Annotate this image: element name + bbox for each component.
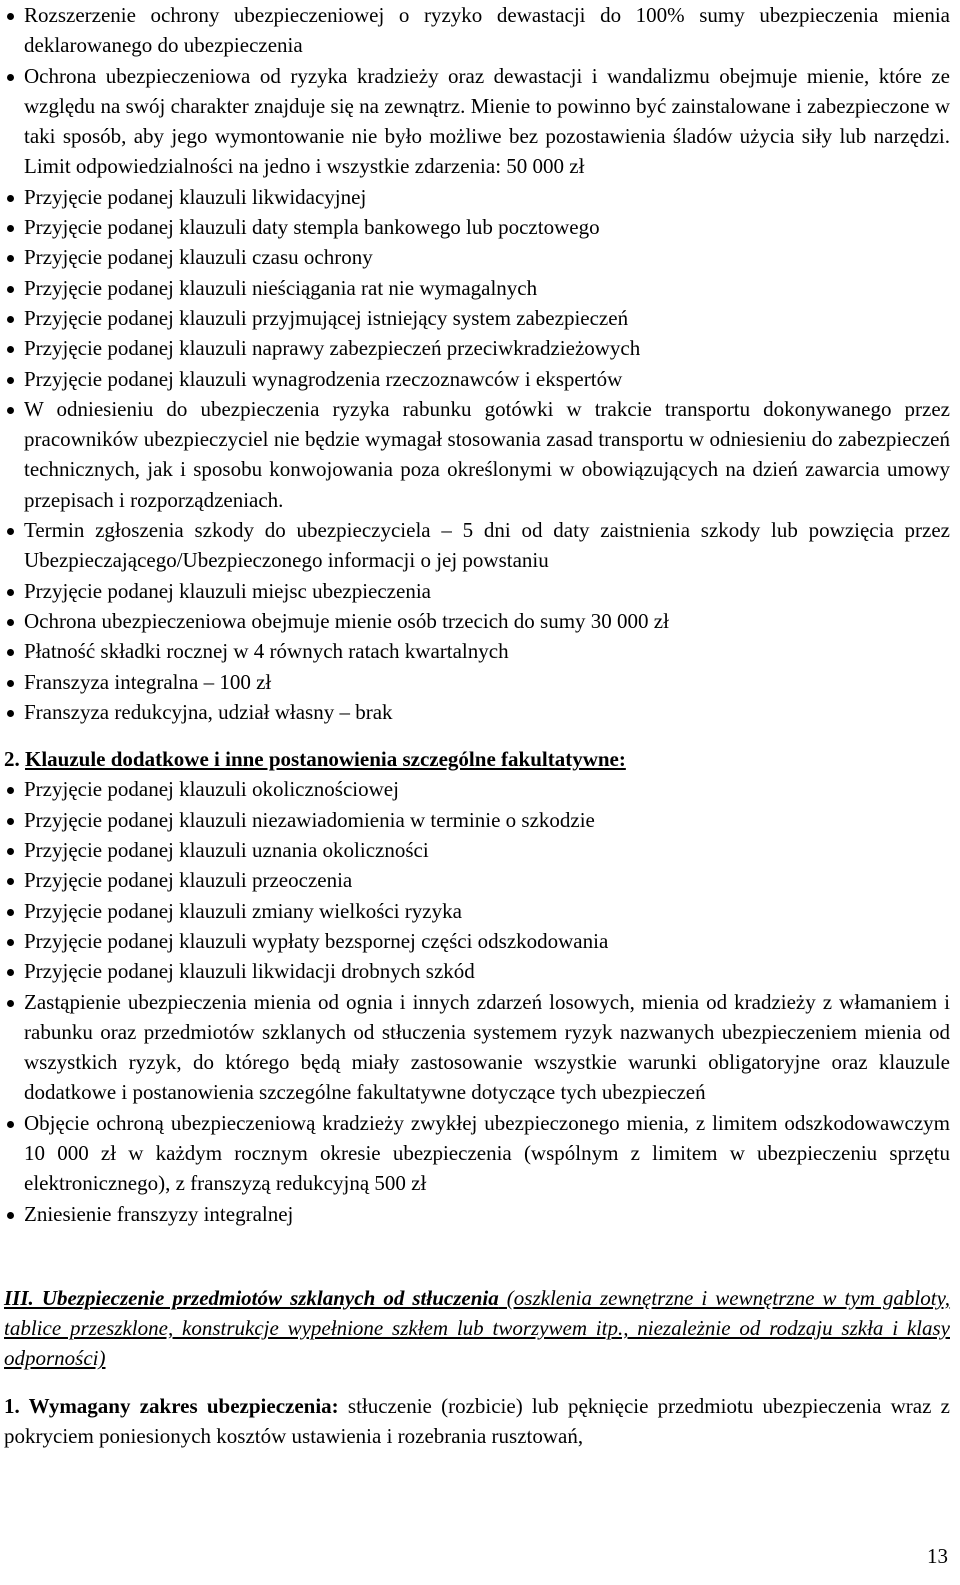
list-item: Rozszerzenie ochrony ubezpieczeniowej o ryzyko dewastacji do 100% sumy ubezpieczenia mienia deklarowanego do ubezpieczenia: [4, 0, 950, 61]
list-item: Przyjęcie podanej klauzuli niezawiadomienia w terminie o szkodzie: [4, 805, 950, 835]
list-item: Przyjęcie podanej klauzuli likwidacyjnej: [4, 182, 950, 212]
document-page: [4, 0, 950, 1451]
list-item: Ochrona ubezpieczeniowa od ryzyka kradzieży oraz dewastacji i wandalizmu obejmuje mienie, które ze względu na swój charakter znajduje się na zewnątrz. Mienie to powinno być zainstalowane i zabezpieczone w taki sposób, aby jego wymontowanie nie było możliwe bez pozostawienia śladów użycia siły lub narzędzi. Limit odpowiedzialności na jedno i wszystkie zdarzenia: 50 000 zł: [4, 61, 950, 182]
list-item: Przyjęcie podanej klauzuli daty stempla bankowego lub pocztowego: [4, 212, 950, 242]
list-item: Przyjęcie podanej klauzuli przeoczenia: [4, 865, 950, 895]
section-3-title: III. Ubezpieczenie przedmiotów szklanych od stłuczenia: [4, 1285, 499, 1310]
list-item: Przyjęcie podanej klauzuli miejsc ubezpieczenia: [4, 576, 950, 606]
list-item: Przyjęcie podanej klauzuli uznania okoliczności: [4, 835, 950, 865]
list-item: Przyjęcie podanej klauzuli czasu ochrony: [4, 242, 950, 272]
section-2-number: 2.: [4, 747, 20, 772]
list-item: Przyjęcie podanej klauzuli wypłaty bezspornej części odszkodowania: [4, 926, 950, 956]
scope-label: 1. Wymagany zakres ubezpieczenia:: [4, 1393, 339, 1418]
list-item: Objęcie ochroną ubezpieczeniową kradzieży zwykłej ubezpieczonego mienia, z limitem odszkodowawczym 10 000 zł w każdym rocznym okresie ubezpieczenia (wspólnym z limitem w ubezpieczeniu sprzętu elektronicznego), z franszyzą redukcyjną 500 zł: [4, 1108, 950, 1199]
scope-text: stłuczenie (rozbicie) lub pęknięcie przedmiotu ubezpieczenia wraz z pokryciem poniesionych kosztów ustawienia i rozebrania rusztowań,: [4, 1393, 950, 1449]
list-item: Płatność składki rocznej w 4 równych ratach kwartalnych: [4, 636, 950, 666]
section-2-heading: [4, 744, 950, 774]
list-item: Przyjęcie podanej klauzuli okolicznościowej: [4, 774, 950, 804]
list-item: Przyjęcie podanej klauzuli naprawy zabezpieczeń przeciwkradzieżowych: [4, 333, 950, 363]
list-item: W odniesieniu do ubezpieczenia ryzyka rabunku gotówki w trakcie transportu dokonywanego przez pracowników ubezpieczyciel nie będzie wymagał stosowania zasad transportu w odniesieniu do zabezpieczeń technicznych, jak i sposobu konwojowania poza określonymi w obowiązujących na dzień zawarcia umowy przepisach i rozporządzeniach.: [4, 394, 950, 515]
list-item: Przyjęcie podanej klauzuli nieściągania rat nie wymagalnych: [4, 273, 950, 303]
list-item: Przyjęcie podanej klauzuli likwidacji drobnych szkód: [4, 956, 950, 986]
list-item: Ochrona ubezpieczeniowa obejmuje mienie osób trzecich do sumy 30 000 zł: [4, 606, 950, 636]
section-2-title: Klauzule dodatkowe i inne postanowienia szczególne fakultatywne:: [25, 747, 626, 772]
section-3-heading: [4, 1283, 950, 1374]
page-number: 13: [927, 1544, 948, 1568]
list-item: Zniesienie franszyzy integralnej: [4, 1199, 950, 1229]
list-item: Przyjęcie podanej klauzuli przyjmującej istniejący system zabezpieczeń: [4, 303, 950, 333]
list-item: Przyjęcie podanej klauzuli zmiany wielkości ryzyka: [4, 896, 950, 926]
list-item: Franszyza integralna – 100 zł: [4, 667, 950, 697]
list-item: Termin zgłoszenia szkody do ubezpieczyciela – 5 dni od daty zaistnienia szkody lub powzięcia przez Ubezpieczającego/Ubezpieczonego informacji o jej powstaniu: [4, 515, 950, 576]
list-item: Zastąpienie ubezpieczenia mienia od ognia i innych zdarzeń losowych, mienia od kradzieży z włamaniem i rabunku oraz przedmiotów szklanych od stłuczenia systemem ryzyk nazwanych ubezpieczeniem mienia od wszystkich ryzyk, do którego będą miały zastosowanie wszystkie warunki obligatoryjne oraz klauzule dodatkowe i postanowienia szczególne fakultatywne dotyczące tych ubezpieczeń: [4, 987, 950, 1108]
section-3-subtitle: (oszklenia zewnętrzne i wewnętrzne w tym gabloty, tablice przeszklone, konstrukcje wypełnione szkłem lub tworzywem itp., niezależnie od rodzaju szkła i klasy odporności): [4, 1285, 951, 1371]
scope-paragraph: [4, 1391, 950, 1452]
list-item: Przyjęcie podanej klauzuli wynagrodzenia rzeczoznawców i ekspertów: [4, 364, 950, 394]
list-item: Franszyza redukcyjna, udział własny – brak: [4, 697, 950, 727]
